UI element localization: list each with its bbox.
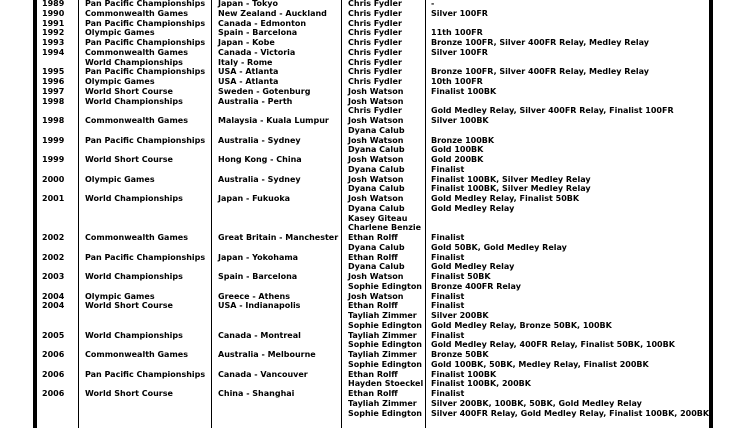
swimmer-name: Josh Watson <box>348 135 404 145</box>
swimmer-name: Dyana Calub <box>348 242 405 252</box>
location-cell: Spain - Barcelona <box>218 28 298 38</box>
swimmer-cell <box>348 58 426 68</box>
location-cell: USA - Indianapolis <box>218 301 301 311</box>
event-cell: Pan Pacific Championships <box>85 18 206 28</box>
swimmer-name: Josh Watson <box>348 174 404 184</box>
event-cell: Pan Pacific Championships <box>85 135 206 145</box>
location-cell: USA - Atlanta <box>218 67 279 77</box>
result-text: Bronze 400FR Relay <box>431 281 521 291</box>
swimmer-name: Dyana Calub <box>348 164 405 174</box>
result-text: Finalist 100BK <box>431 86 497 96</box>
year-cell: 1996 <box>42 77 65 86</box>
swimmer-cell <box>348 253 426 273</box>
swimmer-name: Chris Fydler <box>348 18 402 28</box>
result-cell <box>431 67 711 77</box>
result-text: Finalist <box>431 291 465 301</box>
swimmer-cell <box>348 97 426 117</box>
result-text: Silver 100FR <box>431 47 488 57</box>
year-cell: 2002 <box>42 233 65 242</box>
swimmer-cell <box>348 175 426 195</box>
result-text <box>431 214 711 224</box>
location-cell: Australia - Sydney <box>218 174 301 184</box>
swimmer-cell <box>348 136 426 156</box>
year-cell: 1990 <box>42 8 65 18</box>
event-cell: World Short Course <box>85 86 173 96</box>
swimmer-name: Sophie Edington <box>348 359 423 369</box>
result-text: Gold 200BK <box>431 155 484 164</box>
result-text: Gold Medley Relay, Finalist 50BK <box>431 194 580 203</box>
table-row <box>0 292 746 302</box>
table-row <box>0 253 746 273</box>
result-text: Finalist <box>431 330 465 340</box>
swimmer-cell <box>348 389 426 418</box>
table-row <box>0 155 746 175</box>
result-text: Silver 200BK, 100BK, 50BK, Gold Medley Relay <box>431 398 642 408</box>
location-cell: Japan - Kobe <box>218 38 275 47</box>
year-cell: 2004 <box>42 291 65 301</box>
event-cell: World Championships <box>85 194 183 203</box>
result-text: Finalist <box>431 301 465 311</box>
result-text <box>431 126 711 136</box>
year-cell: 2006 <box>42 350 65 359</box>
location-cell: Hong Kong - China <box>218 155 302 164</box>
result-text: Gold 50BK, Gold Medley Relay <box>431 242 567 252</box>
result-cell <box>431 301 711 330</box>
swimmer-name: Josh Watson <box>348 116 404 125</box>
swimmer-name: Charlene Benzie <box>348 223 422 233</box>
result-text: Silver 100BK <box>431 116 489 125</box>
swimmer-name: Ethan Rolff <box>348 252 398 262</box>
swimmer-cell <box>348 9 426 19</box>
swimmer-cell <box>348 301 426 330</box>
location-cell: New Zealand - Auckland <box>218 8 327 18</box>
event-cell: Pan Pacific Championships <box>85 0 206 8</box>
year-cell: 1989 <box>42 0 65 8</box>
result-text: - <box>431 0 435 8</box>
result-cell <box>431 389 711 418</box>
result-cell <box>431 233 711 253</box>
swimmer-name: Chris Fydler <box>348 8 402 18</box>
table-row <box>0 58 746 68</box>
swimmer-cell <box>348 28 426 38</box>
event-cell: Olympic Games <box>85 28 155 38</box>
swimmer-cell <box>348 0 426 9</box>
event-cell: World Championships <box>85 96 183 106</box>
result-text <box>431 19 711 29</box>
swimmer-name: Chris Fydler <box>348 77 402 86</box>
result-text: Bronze 100BK <box>431 135 495 145</box>
event-cell: Commonwealth Games <box>85 8 188 18</box>
result-text: Gold 100BK <box>431 145 484 155</box>
result-text: Finalist <box>431 252 465 262</box>
result-text: 10th 100FR <box>431 77 483 86</box>
result-text: Gold Medley Relay, 400FR Relay, Finalist 50BK, 100BK <box>431 340 675 350</box>
location-cell: China - Shanghai <box>218 389 295 398</box>
result-cell <box>431 272 711 292</box>
table-row <box>0 9 746 19</box>
swimmer-name: Sophie Edington <box>348 320 423 330</box>
table-row <box>0 97 746 117</box>
result-text <box>431 58 711 68</box>
result-text: Silver 400FR Relay, Gold Medley Relay, Finalist 100BK, 200BK <box>431 408 710 418</box>
result-cell <box>431 58 711 68</box>
year-cell: 1998 <box>42 96 65 106</box>
event-cell: Pan Pacific Championships <box>85 38 206 47</box>
table-row <box>0 19 746 29</box>
event-cell: Olympic Games <box>85 291 155 301</box>
swimmer-name: Sophie Edington <box>348 281 423 291</box>
swimmer-name: Dyana Calub <box>348 203 405 213</box>
year-cell: 1991 <box>42 18 65 28</box>
location-cell: Canada - Vancouver <box>218 369 308 379</box>
swimmer-cell <box>348 87 426 97</box>
result-cell <box>431 194 711 233</box>
result-text <box>431 97 711 107</box>
year-cell: 1997 <box>42 86 65 96</box>
table-row <box>0 67 746 77</box>
year-cell: 1998 <box>42 116 65 125</box>
year-cell: 2006 <box>42 389 65 398</box>
swimmer-cell <box>348 116 426 136</box>
swimmer-name: Chris Fydler <box>348 67 402 77</box>
result-cell <box>431 331 711 351</box>
year-cell: 1992 <box>42 28 65 38</box>
location-cell: Australia - Perth <box>218 96 293 106</box>
year-cell: 2006 <box>42 369 65 379</box>
year-cell: 1994 <box>42 47 65 57</box>
location-cell: Canada - Edmonton <box>218 18 307 28</box>
result-text: Gold Medley Relay, Silver 400FR Relay, Finalist 100FR <box>431 106 674 116</box>
table-row <box>0 28 746 38</box>
location-cell: Italy - Rome <box>218 57 273 67</box>
year-cell: 2000 <box>42 174 65 184</box>
result-cell <box>431 116 711 136</box>
location-cell: Sweden - Gotenburg <box>218 86 311 96</box>
swimmer-name: Dyana Calub <box>348 125 405 135</box>
swimmer-name: Josh Watson <box>348 291 404 301</box>
swimmer-name: Chris Fydler <box>348 28 402 38</box>
result-cell <box>431 77 711 87</box>
swimmer-name: Ethan Rolff <box>348 389 398 398</box>
location-cell: Australia - Melbourne <box>218 350 316 359</box>
swimmer-name: Josh Watson <box>348 155 404 164</box>
event-cell: Commonwealth Games <box>85 47 188 57</box>
result-text: Gold Medley Relay <box>431 262 515 272</box>
result-cell <box>431 350 711 370</box>
swimmer-name: Josh Watson <box>348 96 404 106</box>
location-cell: Japan - Yokohama <box>218 252 299 262</box>
event-cell: Pan Pacific Championships <box>85 252 206 262</box>
result-cell <box>431 253 711 273</box>
event-cell: Pan Pacific Championships <box>85 67 206 77</box>
location-cell: Spain - Barcelona <box>218 272 298 281</box>
table-row <box>0 233 746 253</box>
swimmer-cell <box>348 331 426 351</box>
swimmer-name: Josh Watson <box>348 86 404 96</box>
result-text: Finalist 100BK, 200BK <box>431 379 531 389</box>
result-text: Finalist <box>431 389 465 398</box>
swimmer-name: Dyana Calub <box>348 184 405 194</box>
table-row <box>0 38 746 48</box>
table-row <box>0 48 746 58</box>
swimmer-cell <box>348 48 426 58</box>
year-cell: 2005 <box>42 330 65 340</box>
result-cell <box>431 175 711 195</box>
location-cell: Greece - Athens <box>218 291 291 301</box>
swimmer-name: Chris Fydler <box>348 47 402 57</box>
table-row <box>0 272 746 292</box>
result-cell <box>431 0 711 9</box>
result-text: Gold 100BK, 50BK, Medley Relay, Finalist 200BK <box>431 359 649 369</box>
result-text: Finalist 100BK, Silver Medley Relay <box>431 174 591 184</box>
swimmer-cell <box>348 194 426 233</box>
result-cell <box>431 9 711 19</box>
swimmer-name: Ethan Rolff <box>348 233 398 242</box>
result-cell <box>431 38 711 48</box>
result-cell <box>431 97 711 117</box>
swimmer-cell <box>348 272 426 292</box>
swimmer-name: Dyana Calub <box>348 262 405 272</box>
swimmer-cell <box>348 370 426 390</box>
swimmer-cell <box>348 67 426 77</box>
result-text: Finalist <box>431 164 465 174</box>
swimmer-name: Ethan Rolff <box>348 369 398 379</box>
swimmer-name: Chris Fydler <box>348 57 402 67</box>
swimmer-cell <box>348 233 426 253</box>
result-text: Gold Medley Relay <box>431 203 515 213</box>
event-cell: World Championships <box>85 330 183 340</box>
event-cell: World Short Course <box>85 155 173 164</box>
result-cell <box>431 155 711 175</box>
swimmer-name: Chris Fydler <box>348 0 402 8</box>
location-cell: Canada - Montreal <box>218 330 301 340</box>
result-cell <box>431 87 711 97</box>
swimmer-cell <box>348 19 426 29</box>
event-cell: Olympic Games <box>85 77 155 86</box>
location-cell: Canada - Victoria <box>218 47 296 57</box>
result-text: Silver 100FR <box>431 8 488 18</box>
result-text: Gold Medley Relay, Bronze 50BK, 100BK <box>431 320 612 330</box>
year-cell: 2004 <box>42 301 65 311</box>
year-cell: 1999 <box>42 155 65 164</box>
year-cell: 1993 <box>42 38 65 47</box>
table-row <box>0 194 746 233</box>
table-row <box>0 350 746 370</box>
result-text: Finalist 50BK <box>431 272 491 281</box>
result-text: Finalist <box>431 233 465 242</box>
table-row <box>0 116 746 136</box>
result-text: Bronze 100FR, Silver 400FR Relay, Medley Relay <box>431 38 649 47</box>
result-text <box>431 223 711 233</box>
result-cell <box>431 292 711 302</box>
swimmer-name: Chris Fydler <box>348 38 402 47</box>
swimmer-name: Josh Watson <box>348 194 404 203</box>
year-cell: 2003 <box>42 272 65 281</box>
location-cell: Japan - Fukuoka <box>218 194 291 203</box>
table-row <box>0 136 746 156</box>
swimmer-cell <box>348 155 426 175</box>
swimmer-name: Sophie Edington <box>348 340 423 350</box>
event-cell: Olympic Games <box>85 174 155 184</box>
swimmer-name: Tayliah Zimmer <box>348 398 417 408</box>
year-cell: 2002 <box>42 252 65 262</box>
result-cell <box>431 48 711 58</box>
swimmer-name: Sophie Edington <box>348 408 423 418</box>
swimmer-name: Tayliah Zimmer <box>348 311 417 320</box>
result-cell <box>431 19 711 29</box>
swimmer-name: Kasey Giteau <box>348 213 408 223</box>
event-cell: Commonwealth Games <box>85 233 188 242</box>
result-text: Silver 200BK <box>431 311 489 320</box>
swimmer-name: Josh Watson <box>348 272 404 281</box>
result-text: Finalist 100BK <box>431 369 497 379</box>
swimmer-name: Ethan Rolff <box>348 301 398 311</box>
swimmer-name: Chris Fydler <box>348 106 402 116</box>
table-row <box>0 370 746 390</box>
result-cell <box>431 136 711 156</box>
swimmer-cell <box>348 292 426 302</box>
event-cell: Commonwealth Games <box>85 350 188 359</box>
table-row <box>0 389 746 418</box>
table-row <box>0 87 746 97</box>
year-cell: 2001 <box>42 194 65 203</box>
year-cell: 1999 <box>42 135 65 145</box>
table-row <box>0 77 746 87</box>
table-row <box>0 301 746 330</box>
year-cell: 1995 <box>42 67 65 77</box>
swimmer-name: Hayden Stoeckel <box>348 379 424 389</box>
swimmer-name: Tayliah Zimmer <box>348 350 417 359</box>
swimmer-cell <box>348 77 426 87</box>
result-cell <box>431 370 711 390</box>
result-text: Bronze 100FR, Silver 400FR Relay, Medley Relay <box>431 67 649 77</box>
swimmer-name: Dyana Calub <box>348 145 405 155</box>
swimmer-name: Tayliah Zimmer <box>348 330 417 340</box>
location-cell: USA - Atlanta <box>218 77 279 86</box>
result-text: 11th 100FR <box>431 28 483 38</box>
result-text: Bronze 50BK <box>431 350 489 359</box>
location-cell: Japan - Tokyo <box>218 0 279 8</box>
swimmer-cell <box>348 38 426 48</box>
location-cell: Australia - Sydney <box>218 135 301 145</box>
event-cell: World Championships <box>85 57 183 67</box>
location-cell: Malaysia - Kuala Lumpur <box>218 116 329 125</box>
event-cell: World Championships <box>85 272 183 281</box>
result-text: Finalist 100BK, Silver Medley Relay <box>431 184 591 194</box>
location-cell: Great Britain - Manchester <box>218 233 339 242</box>
event-cell: Pan Pacific Championships <box>85 369 206 379</box>
result-cell <box>431 28 711 38</box>
table-row <box>0 175 746 195</box>
event-cell: Commonwealth Games <box>85 116 188 125</box>
event-cell: World Short Course <box>85 301 173 311</box>
event-cell: World Short Course <box>85 389 173 398</box>
table-row <box>0 0 746 9</box>
table-row <box>0 331 746 351</box>
swimmer-cell <box>348 350 426 370</box>
